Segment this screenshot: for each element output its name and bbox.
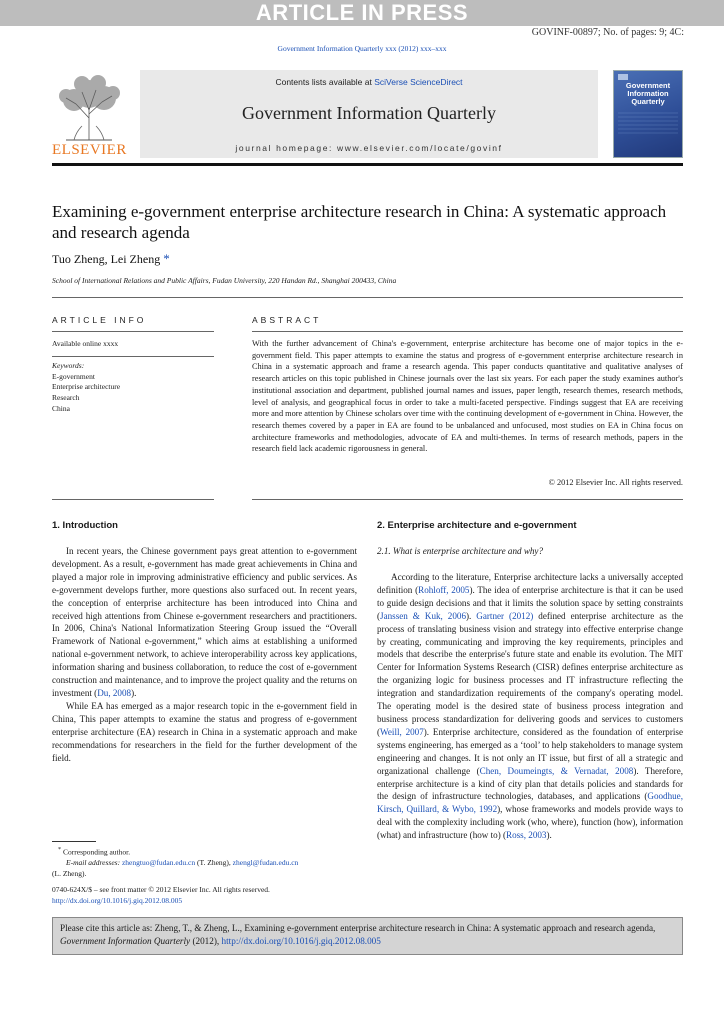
citation-link[interactable]: Chen, Doumeingts, & Vernadat, 2008: [479, 765, 634, 776]
contents-prefix: Contents lists available at: [275, 77, 375, 87]
footnote-mark: *: [58, 846, 62, 853]
manuscript-code: GOVINF-00897; No. of pages: 9; 4C:: [531, 27, 684, 38]
introduction-body: [52, 545, 357, 764]
elsevier-tree-icon: [52, 74, 126, 144]
citation-text: Please cite this article as: Zheng, T., & Zheng, L., Examining e-government enterprise architecture research in China: A systematic approach and research agenda,: [60, 923, 656, 933]
journal-title: Government Information Quarterly: [242, 103, 496, 123]
keyword: E-government: [52, 371, 95, 381]
article-in-press-label: ARTICLE IN PRESS: [255, 0, 469, 25]
footnote: [52, 845, 352, 879]
journal-reference[interactable]: [0, 44, 724, 53]
email-owner-line: (L. Zheng).: [52, 868, 87, 878]
keyword: Enterprise architecture: [52, 382, 121, 392]
text-run: ). Therefore, enterprise architecture is a kind of city plan that details policies and standards for the design of infrastructure technologies, databases, and applications (: [377, 765, 684, 802]
citation-link[interactable]: Weill, 2007: [380, 726, 424, 737]
article-info-rule: [52, 331, 214, 332]
available-online: Available online xxxx: [52, 339, 119, 348]
text-run: In recent years, the Chinese government pays great attention to e-government development. As a result, e-government has made great achievements in China and played a major role in improving administrative efficiency and public services. As e-government develops further, more questions also surfaced out. In recent years, the conception of enterprise architecture has been introduced into China and received high attentions from Chinese e-government researchers and practitioners. In 2006, China's National Informatization Steering Group issued the “Overall Framework of National e-government,” which aims at establishing a uniformed national e-government network, to achieve interoperability across key applications, information sharing and business collaboration, to reduce the cost of e-government construction and maintenance, and to improve the project quality and the returns on investment (: [52, 546, 357, 698]
section-heading-enterprise-architecture: 2. Enterprise architecture and e-government: [377, 520, 577, 531]
citation-link[interactable]: Janssen & Kuk, 2006: [380, 610, 466, 621]
citation-link[interactable]: Rohloff, 2005: [418, 584, 470, 595]
text-run: ). Enterprise architecture, considered as the foundation of enterprise systems engineering, has emerged as a ‘tool’ to help stakeholders to manage system engineering and changes. It is not only an IT issue, but first of all a strategic and organizational challenge (: [377, 726, 683, 776]
paragraph: [52, 545, 357, 700]
info-bottom-rule: [52, 499, 214, 500]
citation-doi-link[interactable]: http://dx.doi.org/10.1016/j.giq.2012.08.005: [221, 936, 381, 946]
article-info-heading: ARTICLE INFO: [52, 315, 147, 325]
abstract-text: With the further advancement of China's e-government, enterprise architecture has become one of major topics in the e-government field. This paper attempts to examine the status and progress of e-government enterprise architecture research in China in a systematic approach and frame a research agenda. This paper conducts quantitative and qualitative analyses of research articles on this topic published in Chinese journals over the last six years. For each paper the study examines author's institutional association and department, published journal names and issues, paper length, research themes, research methods, level of analysis, and geographical focus in order to take a multi-faceted perspective. Findings suggest that EA are receiving more and more attention by Chinese scholars over time with the continuing development of e-government in China. However, the research themes covered by a paper in EA are found to be unbalanced and unfocused, most studies on EA in China focus on architecture frameworks and methodologies, advocate of EA and multi-themes. In terms of research methods, papers in the research field lack academic rigorousness in general.: [252, 339, 683, 454]
text-run: ), whose frameworks and models provide ways to deal with the complexity including work (who, where), function (how), information (what) and infrastructure (how to) (: [377, 804, 683, 841]
keyword: Research: [52, 393, 80, 403]
corresponding-note: [52, 845, 352, 858]
citation-link[interactable]: Du, 2008: [97, 687, 132, 698]
corresponding-author-mark[interactable]: *: [163, 251, 170, 266]
email-link[interactable]: zhengl@fudan.edu.cn: [232, 858, 299, 867]
enterprise-architecture-body: [377, 571, 683, 842]
journal-reference-link[interactable]: Government Information Quarterly xxx (2012) xxx–xxx: [277, 44, 447, 53]
keyword: China: [52, 403, 70, 413]
citation-year: (2012),: [190, 936, 222, 946]
section-heading-introduction: 1. Introduction: [52, 520, 118, 531]
email-owner: (T. Zheng),: [195, 858, 233, 867]
sciencedirect-link[interactable]: SciVerse ScienceDirect: [374, 77, 463, 87]
citation-journal: Government Information Quarterly: [60, 936, 191, 946]
journal-homepage[interactable]: journal homepage: www.elsevier.com/locate/govinf: [235, 143, 503, 153]
cover-title: Government Information Quarterly: [625, 81, 671, 106]
email-line: [52, 858, 352, 869]
doi-link[interactable]: http://dx.doi.org/10.1016/j.giq.2012.08.005: [52, 895, 183, 905]
text-run: ).: [546, 830, 552, 841]
citation-box: [52, 917, 683, 955]
front-matter-line: 0740-624X/$ – see front matter © 2012 Elsevier Inc. All rights reserved.: [52, 885, 270, 894]
email-link[interactable]: zhengtuo@fudan.edu.cn: [121, 858, 196, 867]
publisher-name: ELSEVIER: [52, 142, 127, 158]
text-run: defined enterprise architecture as the process of translating business vision and strategy into effective enterprise change by creating, communicating and improving the key requirements, principles and models that describe the enterprise's future state and enable its evolution. The MIT Center for Information Systems Research (CISR) defines enterprise architecture as the organizing logic for business processes and IT infrastructure reflecting the integration and standardization requirements of the company's operating model. The operating model is the desired state of business process integration and business process standardization for delivering goods and services to customers (: [377, 610, 683, 737]
email-label: E-mail addresses:: [66, 858, 121, 867]
paragraph: While EA has emerged as a major research topic in the e-government field in China, This paper attempts to examine the status and progress of e-government enterprise architecture (EA) research in China in a systematic approach and make recommendations for researchers in the field for the further development of the field.: [52, 700, 357, 763]
corresponding-label: Corresponding author.: [63, 847, 131, 857]
keywords-rule: [52, 356, 214, 357]
issn-block: [52, 885, 352, 906]
text-run: According to the literature, Enterprise architecture lacks a universally accepted definition (: [377, 572, 683, 595]
affiliation-rule: [52, 297, 683, 298]
paragraph: [377, 571, 683, 842]
abstract-heading: ABSTRACT: [252, 315, 322, 325]
contents-line: [140, 77, 598, 87]
subsection-heading: 2.1. What is enterprise architecture and why?: [377, 546, 544, 556]
text-run: ).: [466, 610, 477, 621]
footnote-rule: [52, 841, 96, 842]
author-names: Tuo Zheng, Lei Zheng: [52, 252, 161, 266]
header-rule: [52, 163, 683, 166]
article-title: Examining e-government enterprise architecture research in China: A systematic approach and research agenda: [52, 202, 667, 242]
keywords-label: Keywords:: [52, 361, 85, 370]
copyright: © 2012 Elsevier Inc. All rights reserved.: [548, 478, 683, 487]
authors: [52, 251, 170, 267]
citation-link[interactable]: Gartner (2012): [476, 610, 534, 621]
abstract-rule: [252, 331, 683, 332]
keywords-block: [52, 361, 120, 415]
affiliation: School of International Relations and Public Affairs, Fudan University, 220 Handan Rd., Shanghai 200433, China: [52, 276, 397, 285]
citation-link[interactable]: Ross, 2003: [506, 830, 547, 841]
text-run: ). The idea of enterprise architecture is that it can be used to guide design decisions and that it limits the solution space by setting constraints (: [377, 584, 683, 621]
abstract-bottom-rule: [252, 499, 683, 500]
citation-link[interactable]: Goodhue, Kirsch, Quillard, & Wybo, 1992: [377, 791, 683, 815]
text-run: ).: [131, 687, 137, 698]
